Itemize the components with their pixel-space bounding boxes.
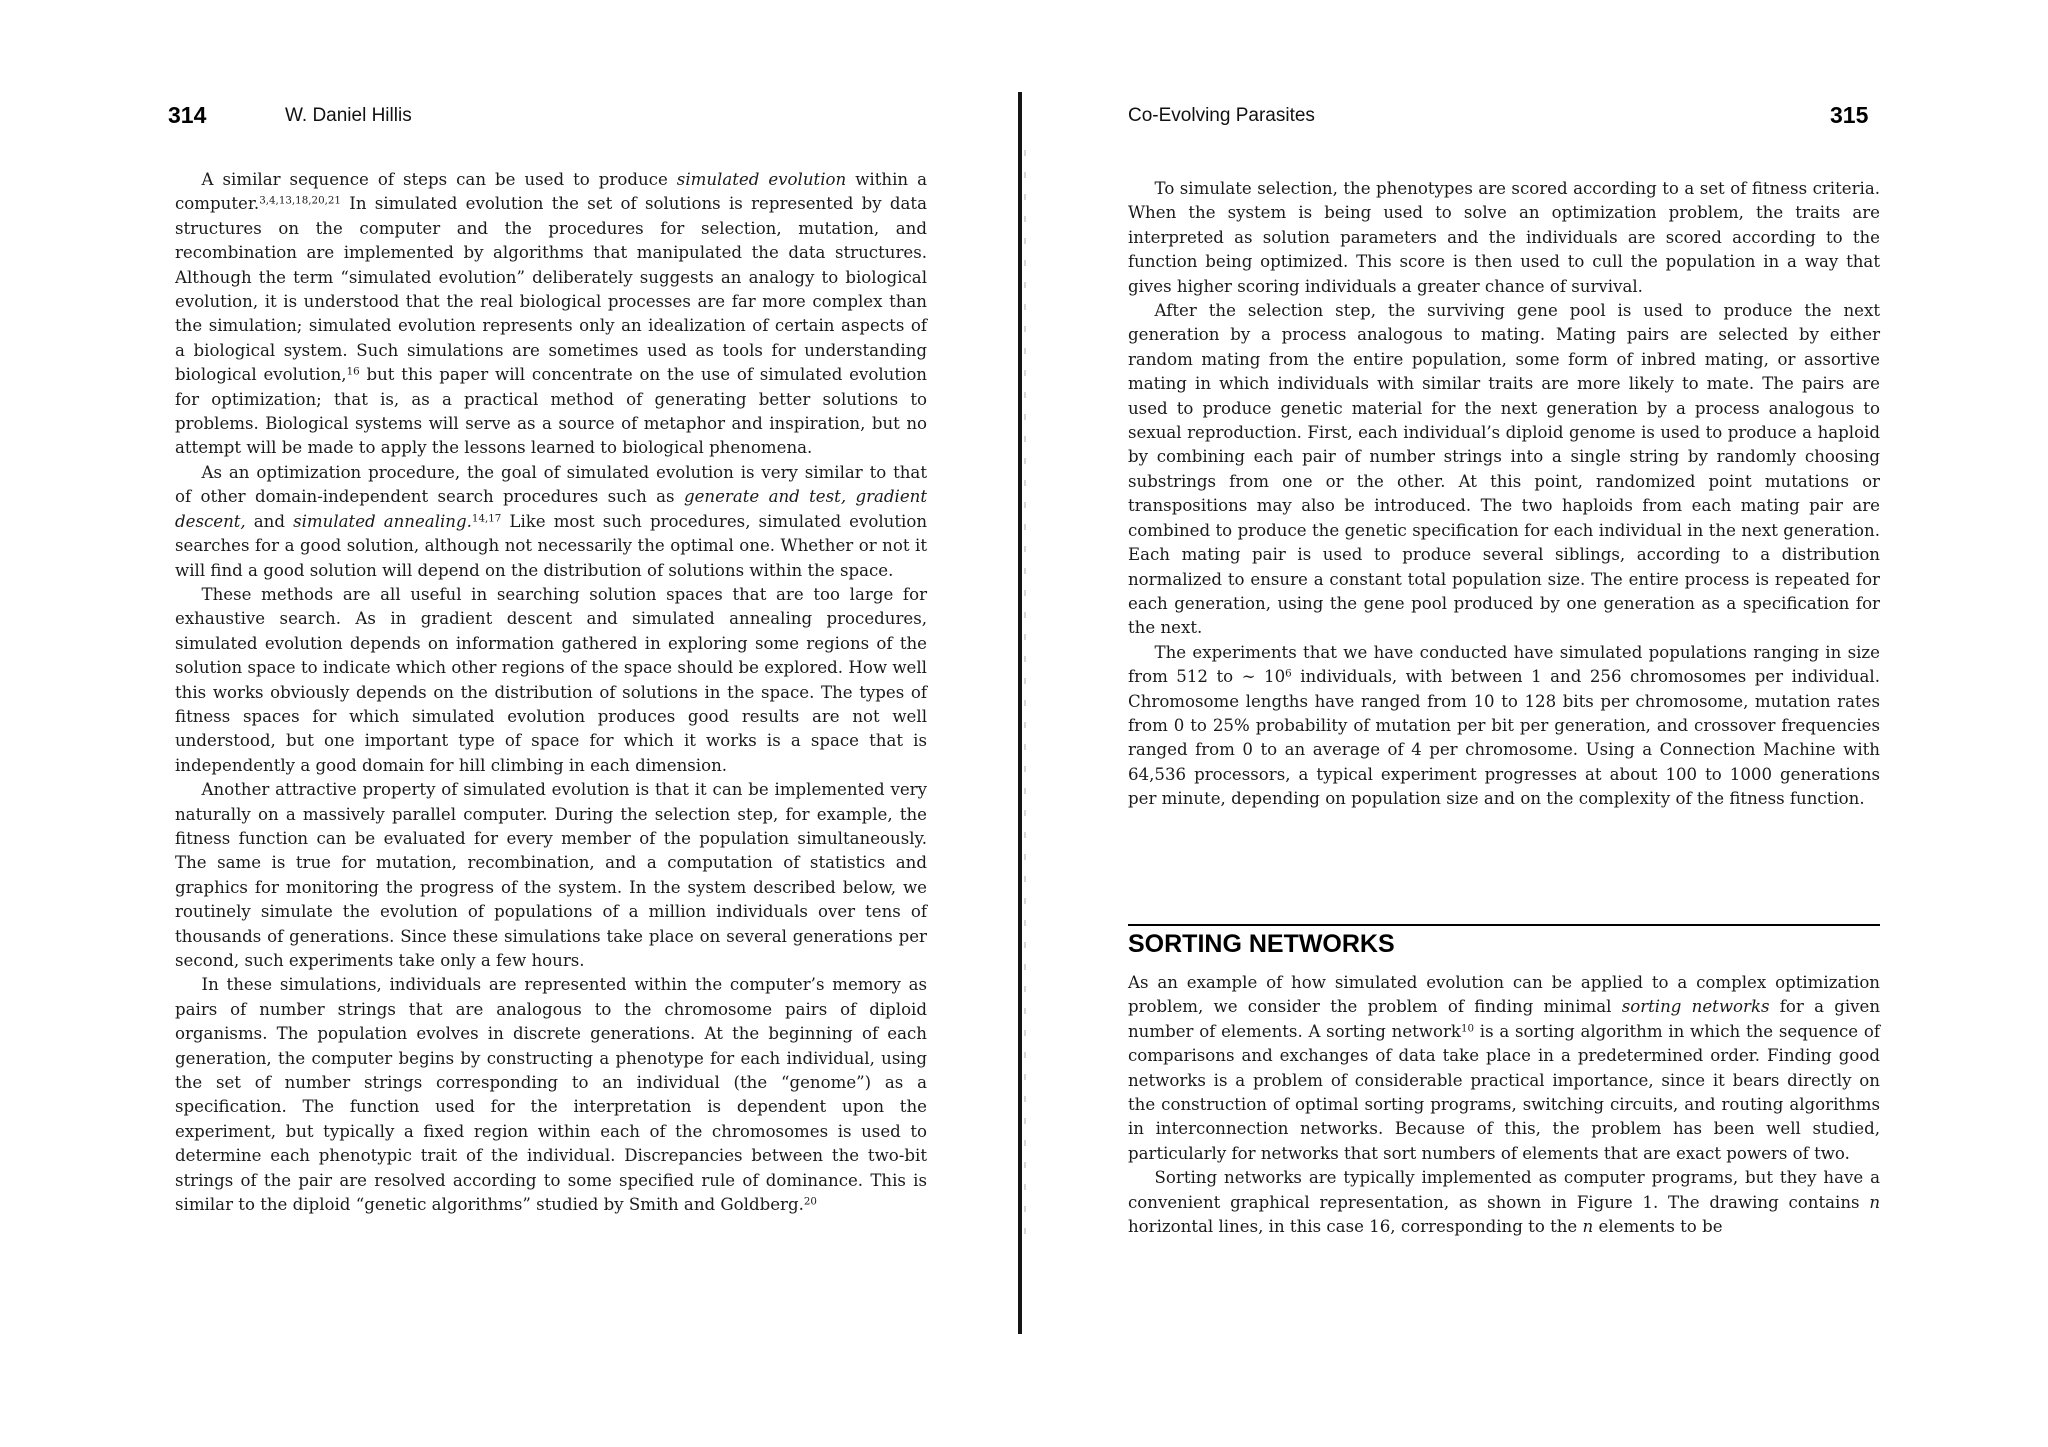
citation-superscript: 3,4,13,18,20,21 xyxy=(259,194,341,207)
text-run: elements to be xyxy=(1593,1217,1723,1237)
text-run: is a sorting algorithm in which the sequence of comparisons and exchanges of data take place in a predetermined order. Finding good networks is a problem of considerable practical importance, since it bears directly on the construction of optimal sorting programs, switching circuits, and routing algorithms in interconnection networks. Because of this, the problem has been well studied, particularly for networks that sort numbers of elements that are exact powers of two. xyxy=(1128,1021,1880,1163)
italic-term: simulated annealing. xyxy=(293,511,472,531)
paragraph xyxy=(1128,641,1880,812)
italic-term: sorting networks xyxy=(1621,997,1770,1017)
text-run: In these simulations, individuals are represented within the computer’s memory as pairs of number strings that are analogous to the chromosome pairs of diploid organisms. The population evolves in discrete generations. At the beginning of each generation, the computer begins by constructing a phenotype for each individual, using the set of number strings corresponding to an individual (the “genome”) as a specification. The function used for the interpretation is dependent upon the experiment, but typically a fixed region within each of the chromosomes is used to determine each phenotypic trait of the individual. Discrepancies between the two-bit strings of the pair are resolved according to some specified rule of dominance. This is similar to the diploid “genetic algorithms” studied by Smith and Goldberg. xyxy=(175,975,927,1215)
citation-superscript: 14,17 xyxy=(471,512,502,525)
paragraph xyxy=(175,583,927,778)
text-run: As an example of how simulated evolution can be applied to a complex optimization problem, we consider the problem of finding minimal xyxy=(1128,973,1880,1017)
text-run: After the selection step, the surviving gene pool is used to produce the next generation by a process analogous to mating. Mating pairs are selected by either random mating from the entire population, some form of inbred mating, or assortive mating in which individuals with similar traits are more likely to mate. The pairs are used to produce genetic material for the next generation by a process analogous to sexual reproduction. First, each individual’s diploid genome is used to produce a haploid by combining each pair of number strings into a single string by randomly choosing substrings from one or the other. At this point, randomized point mutations or transpositions may also be introduced. The two haploids from each mating pair are combined to produce the genetic specification for each individual in the next generation. Each mating pair is used to produce several siblings, according to a distribution normalized to ensure a constant total population size. The entire process is repeated for each generation, using the gene pool produced by one generation as a specification for the next. xyxy=(1128,301,1880,638)
text-run: A similar sequence of steps can be used to produce xyxy=(201,170,677,189)
text-run: Another attractive property of simulated evolution is that it can be implemented very naturally on a massively parallel computer. During the selection step, for example, the fitness function can be evaluated for every member of the population simultaneously. The same is true for mutation, recombination, and a computation of statistics and graphics for monitoring the progress of the system. In the system described below, we routinely simulate the evolution of populations of a million individuals over tens of thousands of generations. Since these simulations take place on several generations per second, such experiments take only a few hours. xyxy=(175,780,927,970)
citation-superscript: 20 xyxy=(803,1195,817,1208)
section-rule xyxy=(1128,924,1880,926)
right-page xyxy=(1030,0,2048,1447)
text-run: for a given number of elements. A sorting network xyxy=(1128,997,1881,1041)
text-run: In simulated evolution the set of solutions is represented by data structures on the computer and the procedures for selection, mutation, and recombination are implemented by algorithms that manipulated the data structures. Although the term “simulated evolution” deliberately suggests an analogy to biological evolution, it is understood that the real biological processes are far more complex than the simulation; simulated evolution represents only an idealization of certain aspects of a biological system. Such simulations are sometimes used as tools for understanding biological evolution, xyxy=(175,194,927,385)
text-run: To simulate selection, the phenotypes are scored according to a set of fitness criteria. When the system is being used to solve an optimization problem, the traits are interpreted as solution parameters and the individuals are scored according to the function being optimized. This score is then used to cull the population in a way that gives higher scoring individuals a greater chance of survival. xyxy=(1128,179,1880,296)
text-run: These methods are all useful in searching solution spaces that are too large for exhaustive search. As in gradient descent and simulated annealing procedures, simulated evolution depends on information gathered in exploring some regions of the solution space to indicate which other regions of the space should be explored. How well this works obviously depends on the distribution of solutions in the space. The types of fitness spaces for which simulated evolution produces good results are not well understood, but one important type of space for which it works is a space that is independently a good domain for hill climbing in each dimension. xyxy=(175,584,927,775)
paragraph xyxy=(175,973,927,1217)
paragraph xyxy=(175,168,927,461)
text-run: Like most such procedures, simulated evolution searches for a good solution, although not necessarily the optimal one. Whether or not it will find a good solution will depend on the distribution of solutions within the space. xyxy=(175,511,928,580)
text-run: Sorting networks are typically implemented as computer programs, but they have a convenient graphical representation, as shown in Figure 1. The drawing contains xyxy=(1128,1168,1880,1212)
italic-term: n xyxy=(1582,1217,1594,1237)
paragraph xyxy=(1128,971,1880,1166)
citation-superscript: 10 xyxy=(1460,1022,1475,1035)
page-number: 314 xyxy=(168,102,207,128)
text-run: As an optimization procedure, the goal of simulated evolution is very similar to that of other domain-independent search procedures such as xyxy=(175,462,927,507)
text-run: The experiments that we have conducted have simulated populations ranging in size from 512 to ∼ 10 xyxy=(1128,642,1880,687)
section-body-text xyxy=(1128,971,1880,1239)
italic-term: simulated evolution xyxy=(676,170,847,189)
text-run: and xyxy=(245,511,294,531)
section-heading: SORTING NETWORKS xyxy=(1128,930,1395,958)
text-run: but this paper will concentrate on the use of simulated evolution for optimization; that is, as a practical method of generating better solutions to problems. Biological systems will serve as a source of metaphor and inspiration, but no attempt will be made to apply the lessons learned to biological phenomena. xyxy=(175,365,927,458)
italic-term: n xyxy=(1869,1192,1880,1212)
page-number: 315 xyxy=(1830,102,1869,128)
book-gutter xyxy=(1018,92,1022,1334)
paragraph xyxy=(175,778,927,973)
paragraph xyxy=(1128,299,1880,641)
running-head-author: W. Daniel Hillis xyxy=(285,105,412,126)
citation-superscript: 6 xyxy=(1285,667,1292,680)
text-run: individuals, with between 1 and 256 chromosomes per individual. Chromosome lengths have ranged from 10 to 128 bits per chromosome, mutation rates from 0 to 25% probability of mutation per bit per generation, and crossover frequencies ranged from 0 to an average of 4 per chromosome. Using a Connection Machine with 64,536 processors, a typical experiment progresses at about 100 to 1000 generations per minute, depending on population size and on the complexity of the fitness function. xyxy=(1128,667,1881,809)
running-head-title: Co-Evolving Parasites xyxy=(1128,105,1315,126)
paragraph xyxy=(1128,177,1880,299)
paragraph xyxy=(175,461,927,583)
paragraph xyxy=(1128,1166,1880,1239)
italic-term: generate and test, gradient descent, xyxy=(175,487,928,531)
body-text xyxy=(1128,177,1880,812)
citation-superscript: 16 xyxy=(346,365,360,378)
left-page xyxy=(0,0,1000,1447)
gutter-shadow xyxy=(1024,150,1026,1250)
text-run: horizontal lines, in this case 16, corresponding to the xyxy=(1128,1217,1583,1237)
body-text xyxy=(175,168,927,1217)
text-run: within a computer. xyxy=(175,170,927,214)
